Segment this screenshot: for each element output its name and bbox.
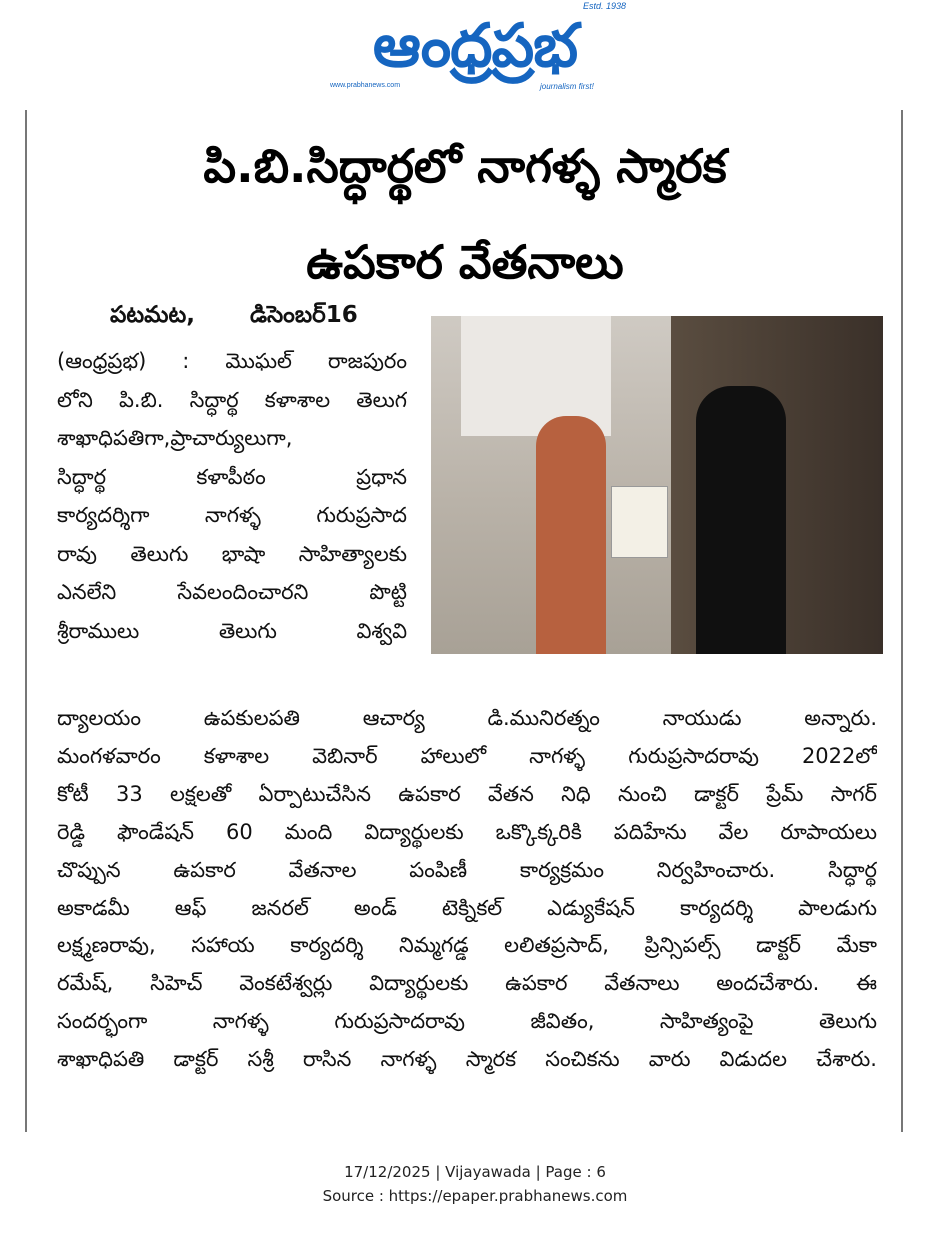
dateline-place: పటమట, [110, 302, 195, 328]
body-line: రెడ్డి ఫౌండేషన్ 60 మంది విద్యార్థులకు ఒక్కొక్కరికి పదిహేను వేల రూపాయలు [57, 819, 877, 844]
page-footer [0, 1160, 950, 1208]
body-line: కోటీ 33 లక్షలతో ఏర్పాటుచేసిన ఉపకార వేతన నిధి నుంచి డాక్టర్ ప్రేమ్ సాగర్ [57, 781, 877, 806]
article-body-text [57, 700, 877, 1079]
body-line: మంగళవారం కళాశాల వెబినార్ హాలులో నాగళ్ళ గురుప్రసాదరావు 2022లో [57, 743, 877, 768]
body-line: అకాడమీ ఆఫ్ జనరల్ అండ్ టెక్నికల్ ఎడ్యుకేషన్ కార్యదర్శి పాలడుగు [57, 895, 877, 920]
body-line: రమేష్, సిహెచ్ వెంకటేశ్వర్లు విద్యార్థులకు ఉపకార వేతనాలు అందచేశారు. ఈ [57, 971, 877, 996]
column-line: సిద్ధార్థ కళాపీఠం ప్రధాన [57, 464, 407, 489]
dateline-date: డిసెంబర్16 [250, 302, 358, 328]
photo-student [536, 416, 606, 654]
newspaper-logo: ఆంధ్రప్రభ [372, 11, 578, 81]
clip-border-left [25, 110, 27, 1132]
body-line: ద్యాలయం ఉపకులపతి ఆచార్య డి.మునిరత్నం నాయుడు అన్నారు. [57, 706, 877, 730]
photo-certificate [611, 486, 668, 558]
body-line: లక్ష్మణరావు, సహాయ కార్యదర్శి నిమ్మగడ్డ లలితప్రసాద్, ప్రిన్సిపల్స్ డాక్టర్ మేకా [57, 933, 877, 958]
footer-date-edition: 17/12/2025 | Vijayawada | Page : 6 [344, 1163, 606, 1181]
article-headline [40, 118, 890, 310]
logo-estd: Estd. 1938 [583, 1, 627, 11]
column-line: కార్యదర్శిగా నాగళ్ళ గురుప్రసాద [57, 503, 407, 527]
body-line: శాఖాధిపతి డాక్టర్ సశ్రీ రాసిన నాగళ్ళ స్మారక సంచికను వారు విడుదల చేశారు. [57, 1047, 877, 1072]
column-line: లోని పి.బి. సిద్ధార్థ కళాశాల తెలుగ [57, 387, 407, 412]
column-line: శాఖాధిపతిగా,ప్రాచార్యులుగా, [57, 426, 293, 450]
clip-border-right [901, 110, 903, 1132]
column-line: ఎనలేని సేవలందించారని పొట్టి [57, 580, 407, 604]
article-photo [431, 316, 883, 654]
footer-source: Source : https://epaper.prabhanews.com [322, 1187, 628, 1205]
headline-line-1: పి.బి.సిద్ధార్థలో నాగళ్ళ స్మారక [203, 139, 727, 193]
article-column-text [57, 342, 407, 650]
body-line: చొప్పున ఉపకార వేతనాల పంపిణీ కార్యక్రమం నిర్వహించారు. సిద్ధార్థ [57, 857, 877, 882]
photo-guest [696, 386, 786, 654]
column-line: శ్రీరాములు తెలుగు విశ్వవి [57, 618, 407, 643]
logo-url: www.prabhanews.com [330, 82, 401, 89]
headline-line-2: ఉపకార వేతనాలు [306, 235, 624, 289]
column-line: రావు తెలుగు భాషా సాహిత్యాలకు [57, 541, 407, 566]
masthead [0, 0, 950, 100]
column-line: (ఆంధ్రప్రభ) : మొఘల్ రాజపురం [57, 349, 407, 373]
body-line: సందర్భంగా నాగళ్ళ గురుప్రసాదరావు జీవితం, సాహిత్యంపై తెలుగు [57, 1009, 877, 1034]
logo-tagline: journalism first! [540, 82, 594, 91]
